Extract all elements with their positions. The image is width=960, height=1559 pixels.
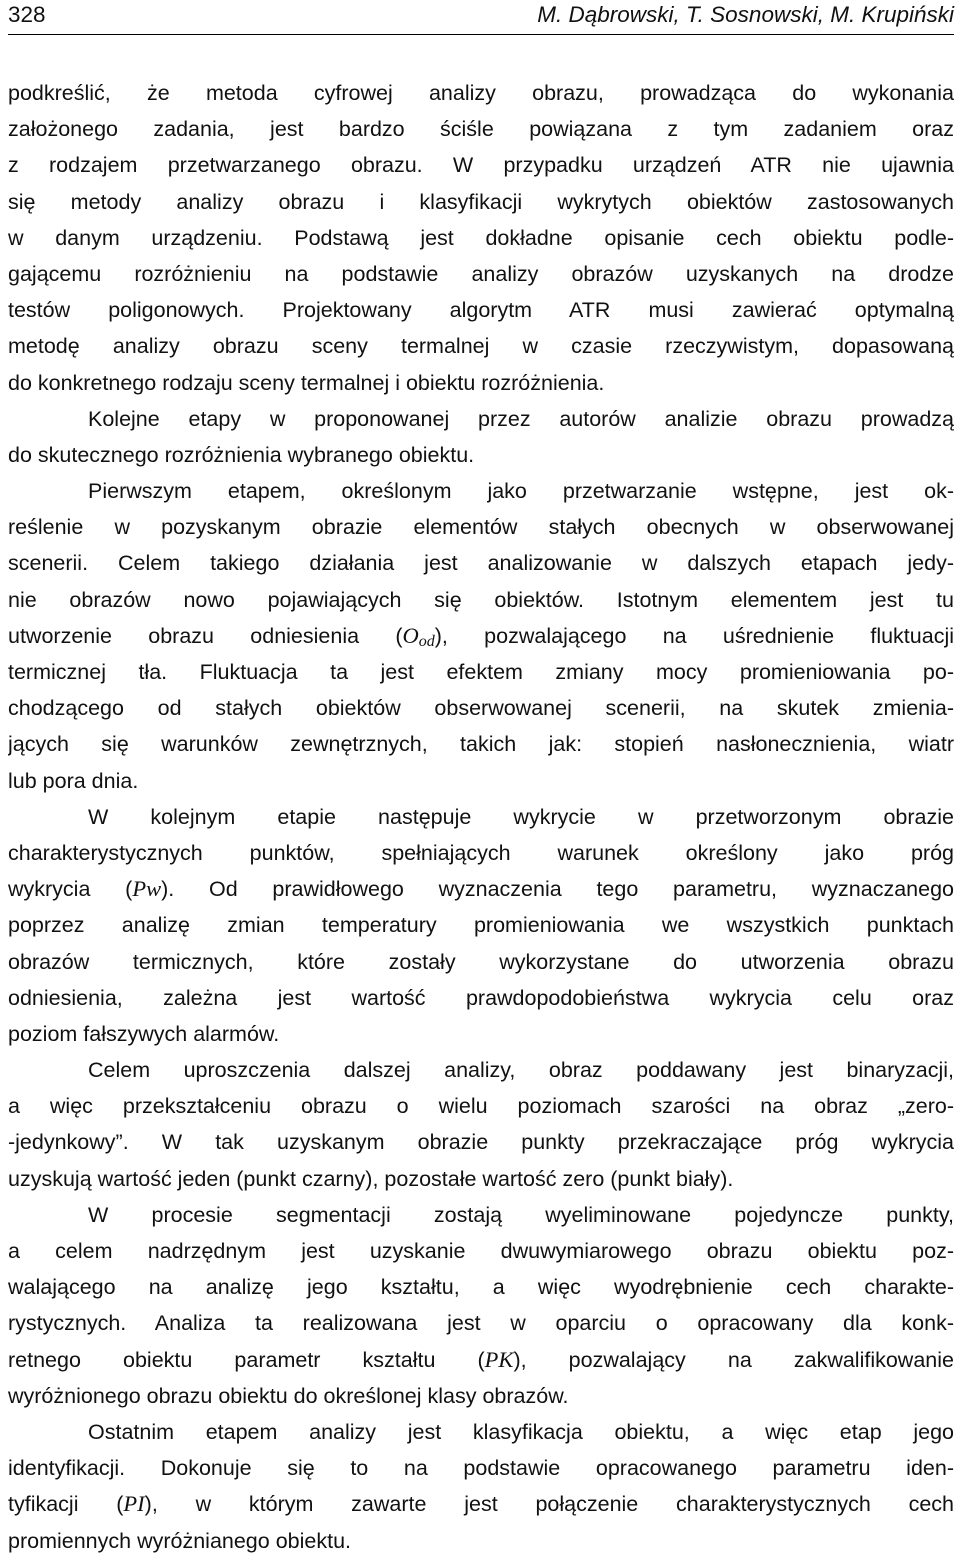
- text-line: założonego zadania, jest bardzo ściśle powiązana z tym zadaniem oraz: [8, 117, 954, 142]
- text-line: metodę analizy obrazu sceny termalnej w czasie rzeczywistym, dopasowaną: [8, 334, 954, 359]
- text-line: walającego na analizę jego kształtu, a więc wyodrębnienie cech charakte-: [8, 1275, 954, 1300]
- text-line: uzyskują wartość jeden (punkt czarny), pozostałe wartość zero (punkt biały).: [8, 1166, 734, 1191]
- text-line: rystycznych. Analiza ta realizowana jest w oparciu o opracowany dla konk-: [8, 1311, 954, 1336]
- text-line: W kolejnym etapie następuje wykrycie w przetworzonym obrazie: [88, 804, 954, 829]
- text-line: -jedynkowy”. W tak uzyskanym obrazie punkty przekraczające próg wykrycia: [8, 1130, 954, 1155]
- math-symbol: PI: [123, 1491, 145, 1517]
- text-line: charakterystycznych punktów, spełniających warunek określony jako próg: [8, 840, 954, 865]
- text-line: Kolejne etapy w proponowanej przez autorów analizie obrazu prowadzą: [88, 406, 954, 431]
- text-line: podkreślić, że metoda cyfrowej analizy obrazu, prowadząca do wykonania: [8, 81, 954, 105]
- text-line: się metody analizy obrazu i klasyfikacji wykrytych obiektów zastosowanych: [8, 189, 954, 214]
- text-line: testów poligonowych. Projektowany algorytm ATR musi zawierać optymalną: [8, 298, 954, 323]
- text-line: odniesienia, zależna jest wartość prawdopodobieństwa wykrycia celu oraz: [8, 985, 954, 1010]
- math-symbol: PK: [484, 1346, 514, 1372]
- math-symbol: [403, 623, 435, 648]
- text-fragment: utworzenie obrazu odniesienia (: [8, 623, 403, 648]
- text-line: obrazów termicznych, które zostały wykorzystane do utworzenia obrazu: [8, 949, 954, 974]
- text-line: z rodzajem przetwarzanego obrazu. W przypadku urządzeń ATR nie ujawnia: [8, 153, 954, 178]
- math-subscript: od: [418, 632, 435, 650]
- text-line: jących się warunków zewnętrznych, takich jak: stopień nasłonecznienia, wiatr: [8, 732, 954, 757]
- text-line: lub pora dnia.: [8, 768, 139, 793]
- text-line: Pierwszym etapem, określonym jako przetwarzanie wstępne, jest ok-: [88, 479, 954, 504]
- text-line-with-formula: [8, 871, 954, 907]
- text-line: nie obrazów nowo pojawiających się obiektów. Istotnym elementem jest tu: [8, 587, 954, 612]
- text-line: identyfikacji. Dokonuje się to na podstawie opracowanego parametru iden-: [8, 1456, 954, 1481]
- text-line: do konkretnego rodzaju sceny termalnej i obiektu rozróżnienia.: [8, 370, 605, 395]
- text-fragment: ). Od prawidłowego wyznaczenia tego parametru, wyznaczanego: [161, 877, 954, 902]
- text-line: a celem nadrzędnym jest uzyskanie dwuwymiarowego obrazu obiektu poz-: [8, 1239, 954, 1263]
- text-fragment: ), pozwalający na zakwalifikowanie: [513, 1347, 954, 1372]
- text-line-with-formula: [8, 1486, 954, 1522]
- math-symbol: Pw: [132, 876, 162, 902]
- text-line: gającemu rozróżnieniu na podstawie analizy obrazów uzyskanych na drodze: [8, 261, 954, 286]
- text-line: Celem uproszczenia dalszej analizy, obraz poddawany jest binaryzacji,: [88, 1058, 954, 1083]
- text-fragment: retnego obiektu parametr kształtu (: [8, 1347, 485, 1372]
- body-text: [8, 75, 954, 1559]
- text-line-with-formula: [8, 1342, 954, 1378]
- text-line: promiennych wyróżnianego obiektu.: [8, 1528, 352, 1553]
- text-line: scenerii. Celem takiego działania jest analizowanie w dalszych etapach jedy-: [8, 551, 954, 576]
- text-line: Ostatnim etapem analizy jest klasyfikacja obiektu, a więc etap jego: [88, 1419, 954, 1444]
- text-line: poziom fałszywych alarmów.: [8, 1021, 280, 1046]
- text-fragment: tyfikacji (: [8, 1492, 124, 1517]
- text-line: wyróżnionego obrazu obiektu do określonej klasy obrazów.: [8, 1383, 569, 1408]
- text-line-with-formula: [8, 618, 954, 654]
- text-line: termicznej tła. Fluktuacja ta jest efektem zmiany mocy promieniowania po-: [8, 660, 954, 684]
- text-fragment: wykrycia (: [8, 877, 133, 902]
- text-line: poprzez analizę zmian temperatury promieniowania we wszystkich punktach: [8, 913, 954, 938]
- running-head-authors: M. Dąbrowski, T. Sosnowski, M. Krupiński: [537, 2, 954, 27]
- text-line: W procesie segmentacji zostają wyeliminowane pojedyncze punkty,: [88, 1202, 954, 1227]
- text-line: chodzącego od stałych obiektów obserwowanej scenerii, na skutek zmienia-: [8, 696, 954, 721]
- text-fragment: ), pozwalającego na uśrednienie fluktuacji: [434, 623, 954, 648]
- math-symbol-base: O: [402, 622, 419, 648]
- text-line: do skutecznego rozróżnienia wybranego obiektu.: [8, 442, 475, 467]
- text-line: reślenie w pozyskanym obrazie elementów stałych obecnych w obserwowanej: [8, 515, 954, 540]
- text-line: a więc przekształceniu obrazu o wielu poziomach szarości na obraz „zero-: [8, 1094, 954, 1119]
- page-header: [8, 0, 954, 35]
- page-number: 328: [8, 2, 46, 27]
- text-line: w danym urządzeniu. Podstawą jest dokładne opisanie cech obiektu podle-: [8, 225, 954, 250]
- text-fragment: ), w którym zawarte jest połączenie charakterystycznych cech: [144, 1492, 954, 1517]
